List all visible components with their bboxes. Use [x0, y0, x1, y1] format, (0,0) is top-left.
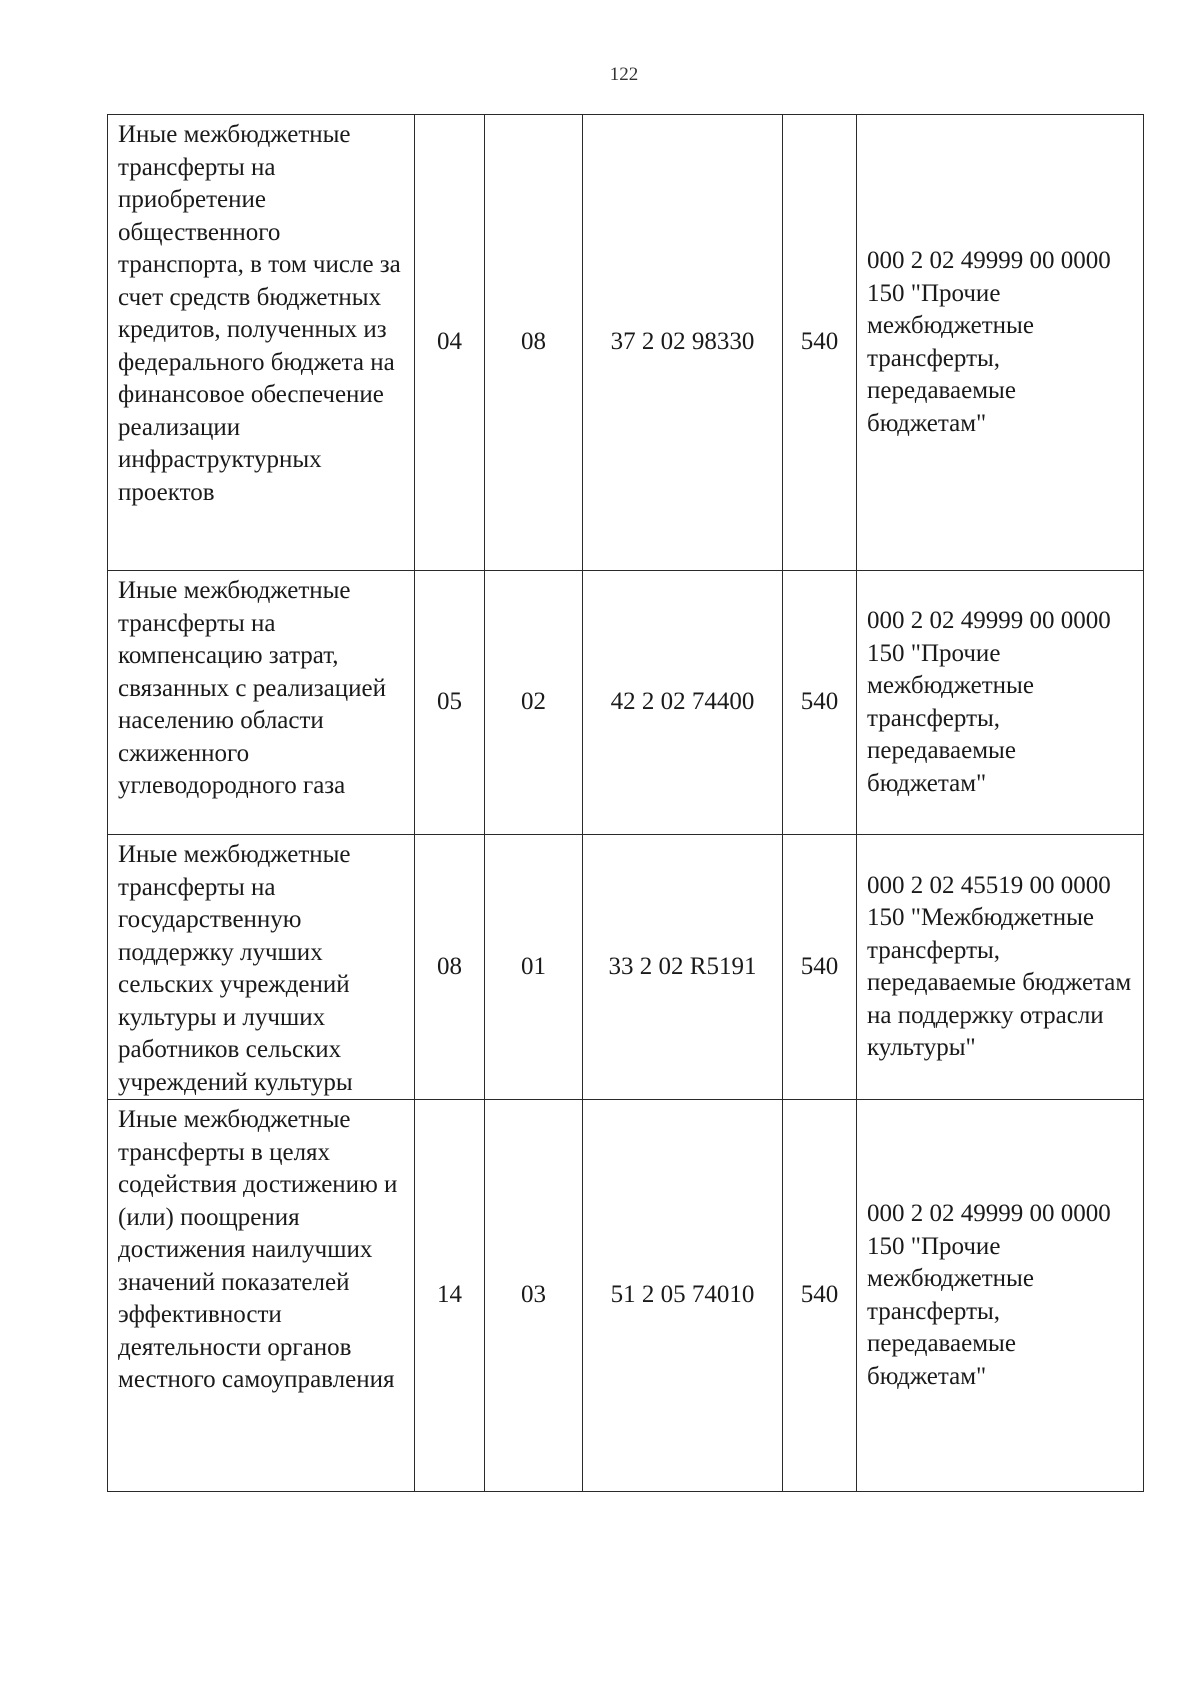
- subsection-code: 02: [485, 571, 583, 835]
- row-description: Иные межбюджетные трансферты на компенсацию затрат, связанных с реализацией населению области сжиженного углеводородного газа: [108, 571, 415, 835]
- page-number: 122: [609, 64, 639, 85]
- revenue-code: 000 2 02 49999 00 0000 150 "Прочие межбюджетные трансферты, передаваемые бюджетам": [857, 1100, 1144, 1492]
- table-row: [108, 571, 1144, 835]
- section-code: 14: [415, 1100, 485, 1492]
- expense-type-code: 540: [783, 1100, 857, 1492]
- subsection-code: 01: [485, 835, 583, 1100]
- target-article-code: 51 2 05 74010: [583, 1100, 783, 1492]
- row-description: Иные межбюджетные трансферты на государственную поддержку лучших сельских учреждений культуры и лучших работников сельских учреждений культуры: [108, 835, 415, 1100]
- expense-type-code: 540: [783, 571, 857, 835]
- revenue-code: 000 2 02 49999 00 0000 150 "Прочие межбюджетные трансферты, передаваемые бюджетам": [857, 571, 1144, 835]
- section-code: 05: [415, 571, 485, 835]
- table-row: [108, 835, 1144, 1100]
- budget-table: [107, 114, 1144, 1492]
- target-article-code: 37 2 02 98330: [583, 115, 783, 571]
- row-description: Иные межбюджетные трансферты на приобретение общественного транспорта, в том числе за счет средств бюджетных кредитов, полученных из федерального бюджета на финансовое обеспечение реализации инфраструктурных проектов: [108, 115, 415, 571]
- row-description: Иные межбюджетные трансферты в целях содействия достижению и (или) поощрения достижения наилучших значений показателей эффективности деятельности органов местного самоуправления: [108, 1100, 415, 1492]
- expense-type-code: 540: [783, 835, 857, 1100]
- table-row: [108, 115, 1144, 571]
- table-row: [108, 1100, 1144, 1492]
- target-article-code: 33 2 02 R5191: [583, 835, 783, 1100]
- target-article-code: 42 2 02 74400: [583, 571, 783, 835]
- subsection-code: 03: [485, 1100, 583, 1492]
- revenue-code: 000 2 02 45519 00 0000 150 "Межбюджетные трансферты, передаваемые бюджетам на поддержку отрасли культуры": [857, 835, 1144, 1100]
- section-code: 04: [415, 115, 485, 571]
- revenue-code: 000 2 02 49999 00 0000 150 "Прочие межбюджетные трансферты, передаваемые бюджетам": [857, 115, 1144, 571]
- expense-type-code: 540: [783, 115, 857, 571]
- subsection-code: 08: [485, 115, 583, 571]
- section-code: 08: [415, 835, 485, 1100]
